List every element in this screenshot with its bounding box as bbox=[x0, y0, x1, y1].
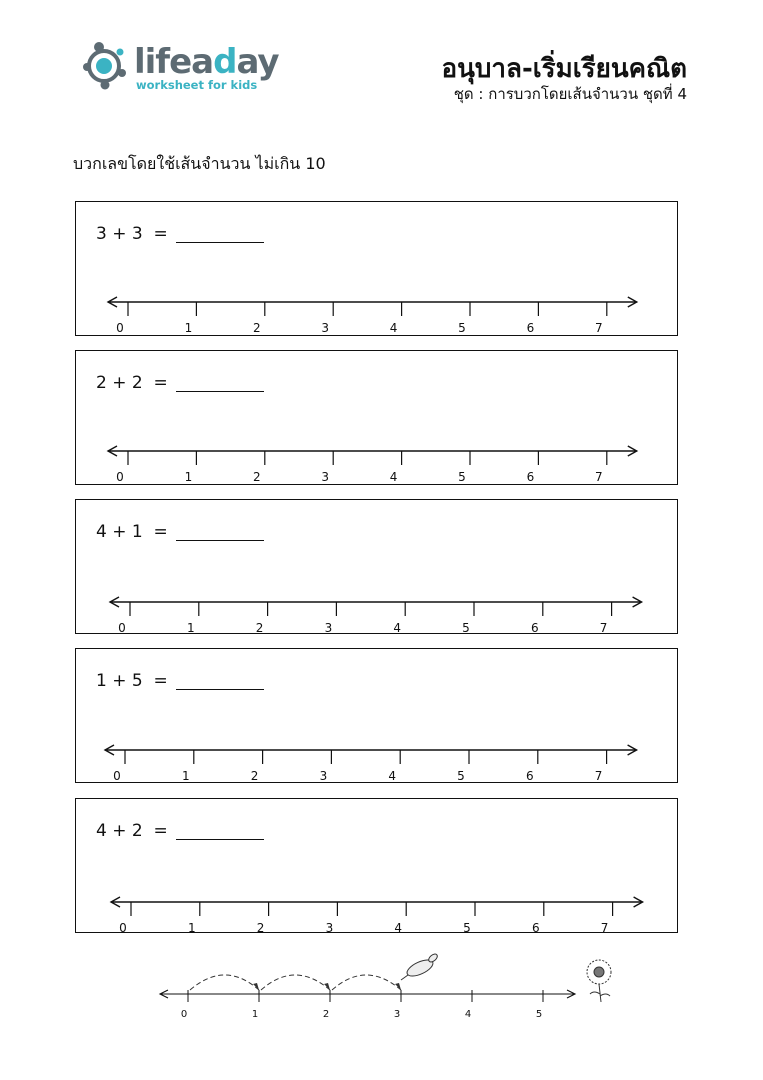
tick-label: 1 bbox=[186, 621, 195, 635]
instruction-text: บวกเลขโดยใช้เส้นจำนวน ไม่เกิน 10 bbox=[73, 154, 326, 173]
tick-label: 3 bbox=[393, 1009, 401, 1020]
equation: 4 + 1 = bbox=[96, 522, 168, 542]
tick-label: 4 bbox=[388, 769, 397, 783]
example-number-line bbox=[150, 950, 630, 1030]
tick-label: 0 bbox=[116, 321, 124, 335]
tick-label: 1 bbox=[184, 470, 193, 484]
problem-box-2 bbox=[75, 350, 678, 485]
number-line bbox=[76, 351, 679, 486]
tick-label: 0 bbox=[118, 621, 126, 635]
brand-name: lifeaday bbox=[134, 42, 279, 82]
problem-box-5 bbox=[75, 798, 678, 933]
tick-label: 7 bbox=[594, 321, 603, 335]
tick-label: 5 bbox=[458, 470, 466, 484]
number-line bbox=[76, 649, 679, 784]
tick-label: 5 bbox=[462, 621, 470, 635]
tick-label: 4 bbox=[394, 921, 403, 934]
problem-box-3 bbox=[75, 499, 678, 634]
tick-label: 3 bbox=[321, 321, 330, 335]
tick-label: 1 bbox=[187, 921, 196, 934]
tick-label: 4 bbox=[389, 321, 398, 335]
page-subtitle: ชุด : การบวกโดยเส้นจำนวน ชุดที่ 4 bbox=[453, 85, 687, 103]
tick-label: 7 bbox=[594, 769, 603, 783]
tick-label: 1 bbox=[184, 321, 193, 335]
problem-box-4 bbox=[75, 648, 678, 783]
tick-label: 5 bbox=[535, 1009, 543, 1020]
flower-icon bbox=[587, 960, 611, 1002]
tick-label: 2 bbox=[256, 921, 265, 934]
tick-label: 6 bbox=[530, 621, 539, 635]
number-line bbox=[76, 202, 679, 337]
tick-label: 6 bbox=[526, 321, 535, 335]
tick-label: 2 bbox=[252, 470, 261, 484]
number-line bbox=[76, 799, 679, 934]
tick-label: 4 bbox=[389, 470, 398, 484]
tick-label: 4 bbox=[393, 621, 402, 635]
tick-label: 0 bbox=[116, 470, 124, 484]
tick-label: 6 bbox=[526, 470, 535, 484]
tick-label: 3 bbox=[321, 470, 330, 484]
example-hop-arrowheads bbox=[253, 983, 401, 990]
number-line bbox=[76, 500, 679, 635]
logo-molecule-icon bbox=[82, 40, 134, 92]
tick-label: 3 bbox=[324, 621, 333, 635]
tick-label: 5 bbox=[458, 321, 466, 335]
tick-label: 2 bbox=[322, 1009, 330, 1020]
rabbit-icon bbox=[401, 952, 439, 980]
equation: 2 + 2 = bbox=[96, 373, 168, 393]
problem-box-1 bbox=[75, 201, 678, 336]
tick-label: 2 bbox=[255, 621, 264, 635]
tick-label: 1 bbox=[181, 769, 190, 783]
page-title: อนุบาล-เริ่มเรียนคณิต bbox=[441, 54, 687, 84]
tick-label: 1 bbox=[251, 1009, 259, 1020]
tick-label: 0 bbox=[180, 1009, 188, 1020]
tick-label: 0 bbox=[113, 769, 121, 783]
tick-label: 2 bbox=[252, 321, 261, 335]
tick-label: 3 bbox=[319, 769, 328, 783]
lifeaday-logo bbox=[82, 40, 282, 96]
tick-label: 7 bbox=[599, 621, 608, 635]
tick-label: 5 bbox=[463, 921, 471, 934]
tick-label: 7 bbox=[594, 470, 603, 484]
example-hops bbox=[190, 975, 401, 990]
tick-label: 0 bbox=[119, 921, 127, 934]
equation: 1 + 5 = bbox=[96, 671, 168, 691]
example-axis bbox=[160, 990, 575, 1020]
tick-label: 4 bbox=[464, 1009, 472, 1020]
tick-label: 7 bbox=[600, 921, 609, 934]
tick-label: 3 bbox=[325, 921, 334, 934]
equation: 3 + 3 = bbox=[96, 224, 168, 244]
equation: 4 + 2 = bbox=[96, 821, 168, 841]
tick-label: 2 bbox=[250, 769, 259, 783]
tick-label: 6 bbox=[525, 769, 534, 783]
tick-label: 6 bbox=[531, 921, 540, 934]
tick-label: 5 bbox=[457, 769, 465, 783]
brand-tagline: worksheet for kids bbox=[136, 78, 258, 92]
